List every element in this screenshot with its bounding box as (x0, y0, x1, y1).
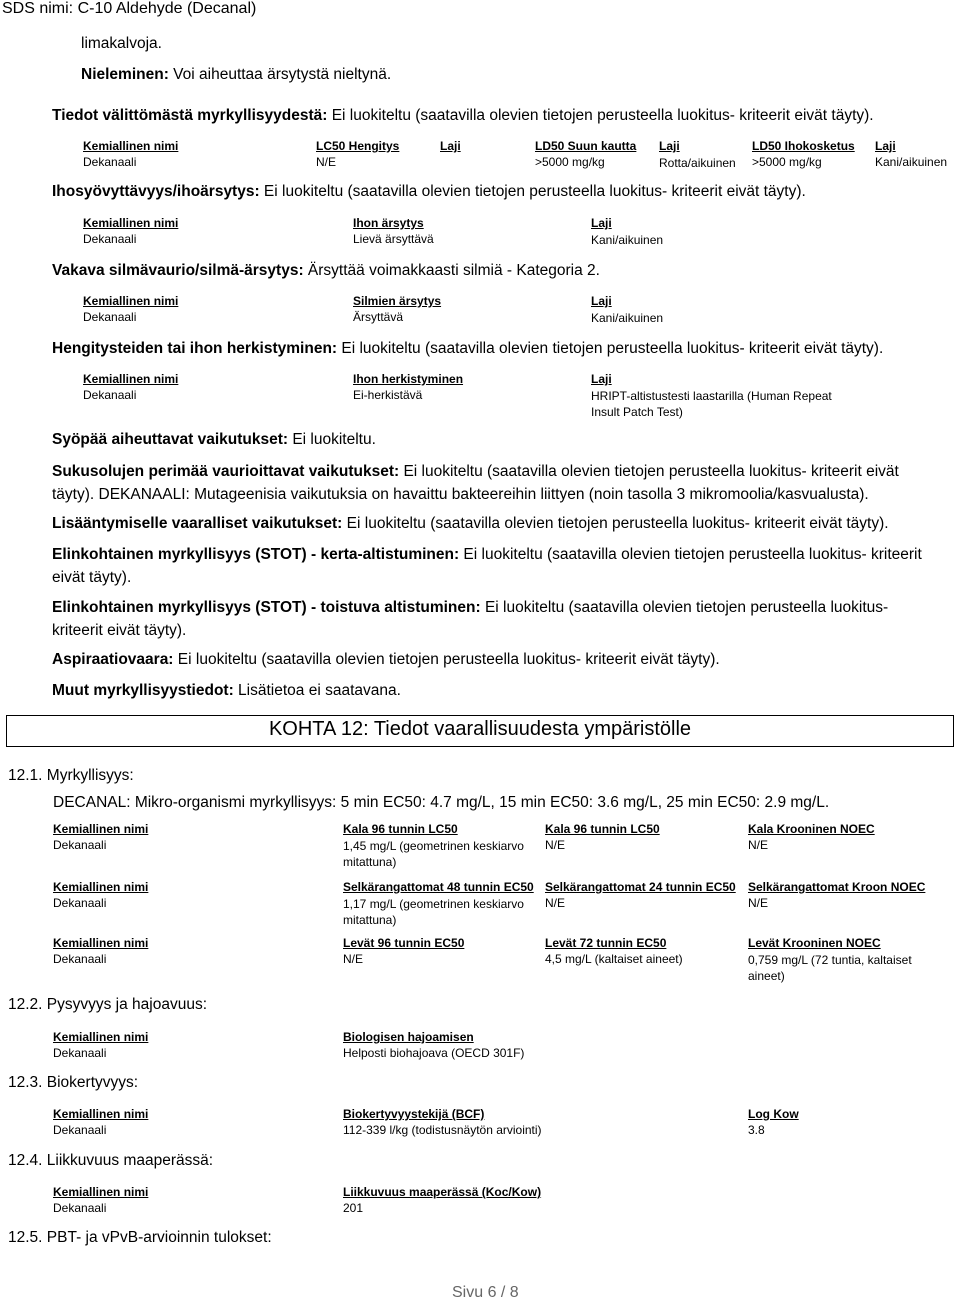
table-header: Biokertyvyystekijä (BCF) (343, 1107, 485, 1121)
paragraph-text: Ei luokiteltu (saatavilla olevien tietojen perusteella luokitus- kriteerit eivät täyty). (52, 599, 889, 639)
paragraph-text: Ei luokiteltu (saatavilla olevien tietojen perusteella luokitus- kriteerit eivät täyty). DEKANAALI: Mutageenisia vaikutuksia on havaittu bakteereihin liittyen (noin tasolla 3 mikromoolia/kasvualusta). (52, 463, 899, 503)
stot-single-paragraph (52, 543, 952, 589)
table-header: LD50 Ihokosketus (752, 139, 855, 153)
mutagenicity-paragraph (52, 460, 932, 506)
table-cell: Dekanaali (83, 155, 137, 169)
table-header: Kemiallinen nimi (83, 216, 179, 230)
table-cell: Rotta/aikuinen (659, 156, 736, 170)
table-cell: HRIPT-altistustesti laastarilla (Human Repeat Insult Patch Test) (591, 389, 832, 419)
skin-irritation-paragraph (52, 180, 806, 203)
table-header: Selkärangattomat 24 tunnin EC50 (545, 880, 736, 894)
paragraph-label: Tiedot välittömästä myrkyllisyydestä: (52, 107, 328, 124)
paragraph-text: Voi aiheuttaa ärsytystä nieltynä. (168, 66, 392, 83)
paragraph-text: limakalvoja. (81, 35, 162, 52)
table-header: Levät 96 tunnin EC50 (343, 936, 465, 950)
table-cell: Dekanaali (83, 388, 137, 402)
paragraph-label: Elinkohtainen myrkyllisyys (STOT) - kerta-altistuminen: (52, 546, 460, 563)
table-header: Kala 96 tunnin LC50 (545, 822, 660, 836)
table-cell: Kani/aikuinen (591, 233, 664, 247)
paragraph-label: Hengitysteiden tai ihon herkistyminen: (52, 340, 338, 357)
acute-toxicity-paragraph (52, 104, 874, 127)
table-header: Liikkuvuus maaperässä (Koc/Kow) (343, 1185, 542, 1199)
table-cell: Dekanaali (53, 1046, 107, 1060)
table-header: Levät 72 tunnin EC50 (545, 936, 667, 950)
table-cell: Lievä ärsyttävä (353, 232, 434, 246)
subsection-label: 12.5. PBT- ja vPvB-arvioinnin tulokset: (8, 1229, 272, 1246)
table-header: Kemiallinen nimi (53, 1185, 149, 1199)
eye-irritation-paragraph (52, 259, 600, 282)
table-cell: Dekanaali (53, 838, 107, 852)
section-title: KOHTA 12: Tiedot vaarallisuudesta ympäristölle (268, 718, 692, 740)
paragraph-label: Aspiraatiovaara: (52, 651, 174, 668)
table-cell: 4,5 mg/L (kaltaiset aineet) (545, 952, 683, 966)
paragraph-text: Ei luokiteltu (saatavilla olevien tietojen perusteella luokitus- kriteerit eivät täyty). (327, 107, 874, 124)
paragraph-label: Muut myrkyllisyystiedot: (52, 682, 234, 699)
table-header: Ihon herkistyminen (353, 372, 464, 386)
page-number: Sivu 6 / 8 (452, 1284, 519, 1301)
table-header: Levät Krooninen NOEC (748, 936, 881, 950)
paragraph-label: Lisääntymiselle vaaralliset vaikutukset: (52, 515, 343, 532)
table-cell: Ärsyttävä (353, 310, 404, 324)
paragraph-label: Vakava silmävaurio/silmä-ärsytys: (52, 262, 304, 279)
table-cell: N/E (545, 838, 566, 852)
paragraph-label: Elinkohtainen myrkyllisyys (STOT) - toistuva altistuminen: (52, 599, 481, 616)
paragraph-text: Ei luokiteltu (saatavilla olevien tietojen perusteella luokitus- kriteerit eivät täyty). (52, 546, 922, 586)
table-header: Kemiallinen nimi (53, 936, 149, 950)
table-header: Kemiallinen nimi (53, 1107, 149, 1121)
document-header-title: SDS nimi: C-10 Aldehyde (Decanal) (2, 0, 257, 17)
table-cell: Kani/aikuinen (875, 155, 948, 169)
table-header: Log Kow (748, 1107, 799, 1121)
table-cell: 112-339 l/kg (todistusnäytön arviointi) (343, 1123, 542, 1137)
subsection-label: 12.3. Biokertyvyys: (8, 1074, 139, 1091)
paragraph-text: Ei luokiteltu (saatavilla olevien tietojen perusteella luokitus- kriteerit eivät täyty). (259, 183, 806, 200)
section-12-heading-box (6, 715, 954, 747)
table-header: Kemiallinen nimi (53, 822, 149, 836)
stot-repeated-paragraph (52, 596, 917, 642)
paragraph-text: Ei luokiteltu (saatavilla olevien tietojen perusteella luokitus- kriteerit eivät täyty). (173, 651, 720, 668)
table-cell: N/E (748, 896, 769, 910)
paragraph-text: Ei luokiteltu (saatavilla olevien tietojen perusteella luokitus- kriteerit eivät täyty). (342, 515, 889, 532)
table-cell: Ei-herkistävä (353, 388, 423, 402)
table-header: LC50 Hengitys (316, 139, 400, 153)
table-cell: 0,759 mg/L (72 tuntia, kaltaiset aineet) (748, 953, 912, 983)
table-cell: 1,17 mg/L (geometrinen keskiarvo mitattuna) (343, 897, 524, 927)
table-header: Selkärangattomat 48 tunnin EC50 (343, 880, 534, 894)
subsection-label: 12.1. Myrkyllisyys: (8, 767, 134, 784)
table-cell: Helposti biohajoava (OECD 301F) (343, 1046, 525, 1060)
table-header: Kala 96 tunnin LC50 (343, 822, 458, 836)
table-header: Kemiallinen nimi (53, 1030, 149, 1044)
table-cell: 201 (343, 1201, 364, 1215)
table-cell: N/E (343, 952, 364, 966)
table-header: Selkärangattomat Kroon NOEC (748, 880, 926, 894)
table-cell: >5000 mg/kg (752, 155, 822, 169)
table-header: Silmien ärsytys (353, 294, 442, 308)
sensitisation-paragraph (52, 337, 883, 360)
table-cell: N/E (748, 838, 769, 852)
table-cell: >5000 mg/kg (535, 155, 605, 169)
table-header: Laji (591, 294, 612, 308)
table-header: LD50 Suun kautta (535, 139, 637, 153)
subsection-label: 12.4. Liikkuvuus maaperässä: (8, 1152, 214, 1169)
table-cell: Dekanaali (83, 310, 137, 324)
paragraph-label: Syöpää aiheuttavat vaikutukset: (52, 431, 289, 448)
table-header: Laji (591, 216, 612, 230)
paragraph-text: Ei luokiteltu. (288, 431, 376, 448)
paragraph-label: Sukusolujen perimää vaurioittavat vaikutukset: (52, 463, 400, 480)
table-header: Kala Krooninen NOEC (748, 822, 875, 836)
table-header: Ihon ärsytys (353, 216, 424, 230)
table-cell: Dekanaali (53, 952, 107, 966)
table-cell: Dekanaali (53, 896, 107, 910)
table-header: Laji (440, 139, 461, 153)
paragraph-label: Nieleminen: (81, 66, 169, 83)
table-header: Kemiallinen nimi (83, 294, 179, 308)
subsection-label: 12.2. Pysyvyys ja hajoavuus: (8, 996, 208, 1013)
table-header: Kemiallinen nimi (83, 372, 179, 386)
ingestion-paragraph (81, 63, 391, 86)
table-cell: N/E (545, 896, 566, 910)
paragraph-text: Ärsyttää voimakkaasti silmiä - Kategoria 2. (303, 262, 600, 279)
table-cell: 3.8 (748, 1123, 765, 1137)
table-header: Laji (659, 139, 680, 153)
reproductive-toxicity-paragraph (52, 512, 889, 535)
table-header: Kemiallinen nimi (83, 139, 179, 153)
aspiration-hazard-paragraph (52, 648, 720, 671)
table-header: Biologisen hajoamisen (343, 1030, 474, 1044)
table-cell: Dekanaali (53, 1201, 107, 1215)
table-cell: Kani/aikuinen (591, 311, 664, 325)
table-cell: Dekanaali (53, 1123, 107, 1137)
table-header: Laji (875, 139, 896, 153)
paragraph-label: Ihosyövyttävyys/ihoärsytys: (52, 183, 260, 200)
table-cell: N/E (316, 155, 337, 169)
table-cell: 1,45 mg/L (geometrinen keskiarvo mitattuna) (343, 839, 524, 869)
paragraph-text: Ei luokiteltu (saatavilla olevien tietojen perusteella luokitus- kriteerit eivät täyty). (337, 340, 884, 357)
table-header: Laji (591, 372, 612, 386)
other-toxicity-paragraph (52, 679, 401, 702)
carcinogenicity-paragraph (52, 428, 376, 451)
table-cell: Dekanaali (83, 232, 137, 246)
toxicity-summary: DECANAL: Mikro-organismi myrkyllisyys: 5 min EC50: 4.7 mg/L, 15 min EC50: 3.6 mg/L, 25 min EC50: 2.9 mg/L. (53, 794, 830, 811)
table-header: Kemiallinen nimi (53, 880, 149, 894)
paragraph-text: Lisätietoa ei saatavana. (233, 682, 401, 699)
